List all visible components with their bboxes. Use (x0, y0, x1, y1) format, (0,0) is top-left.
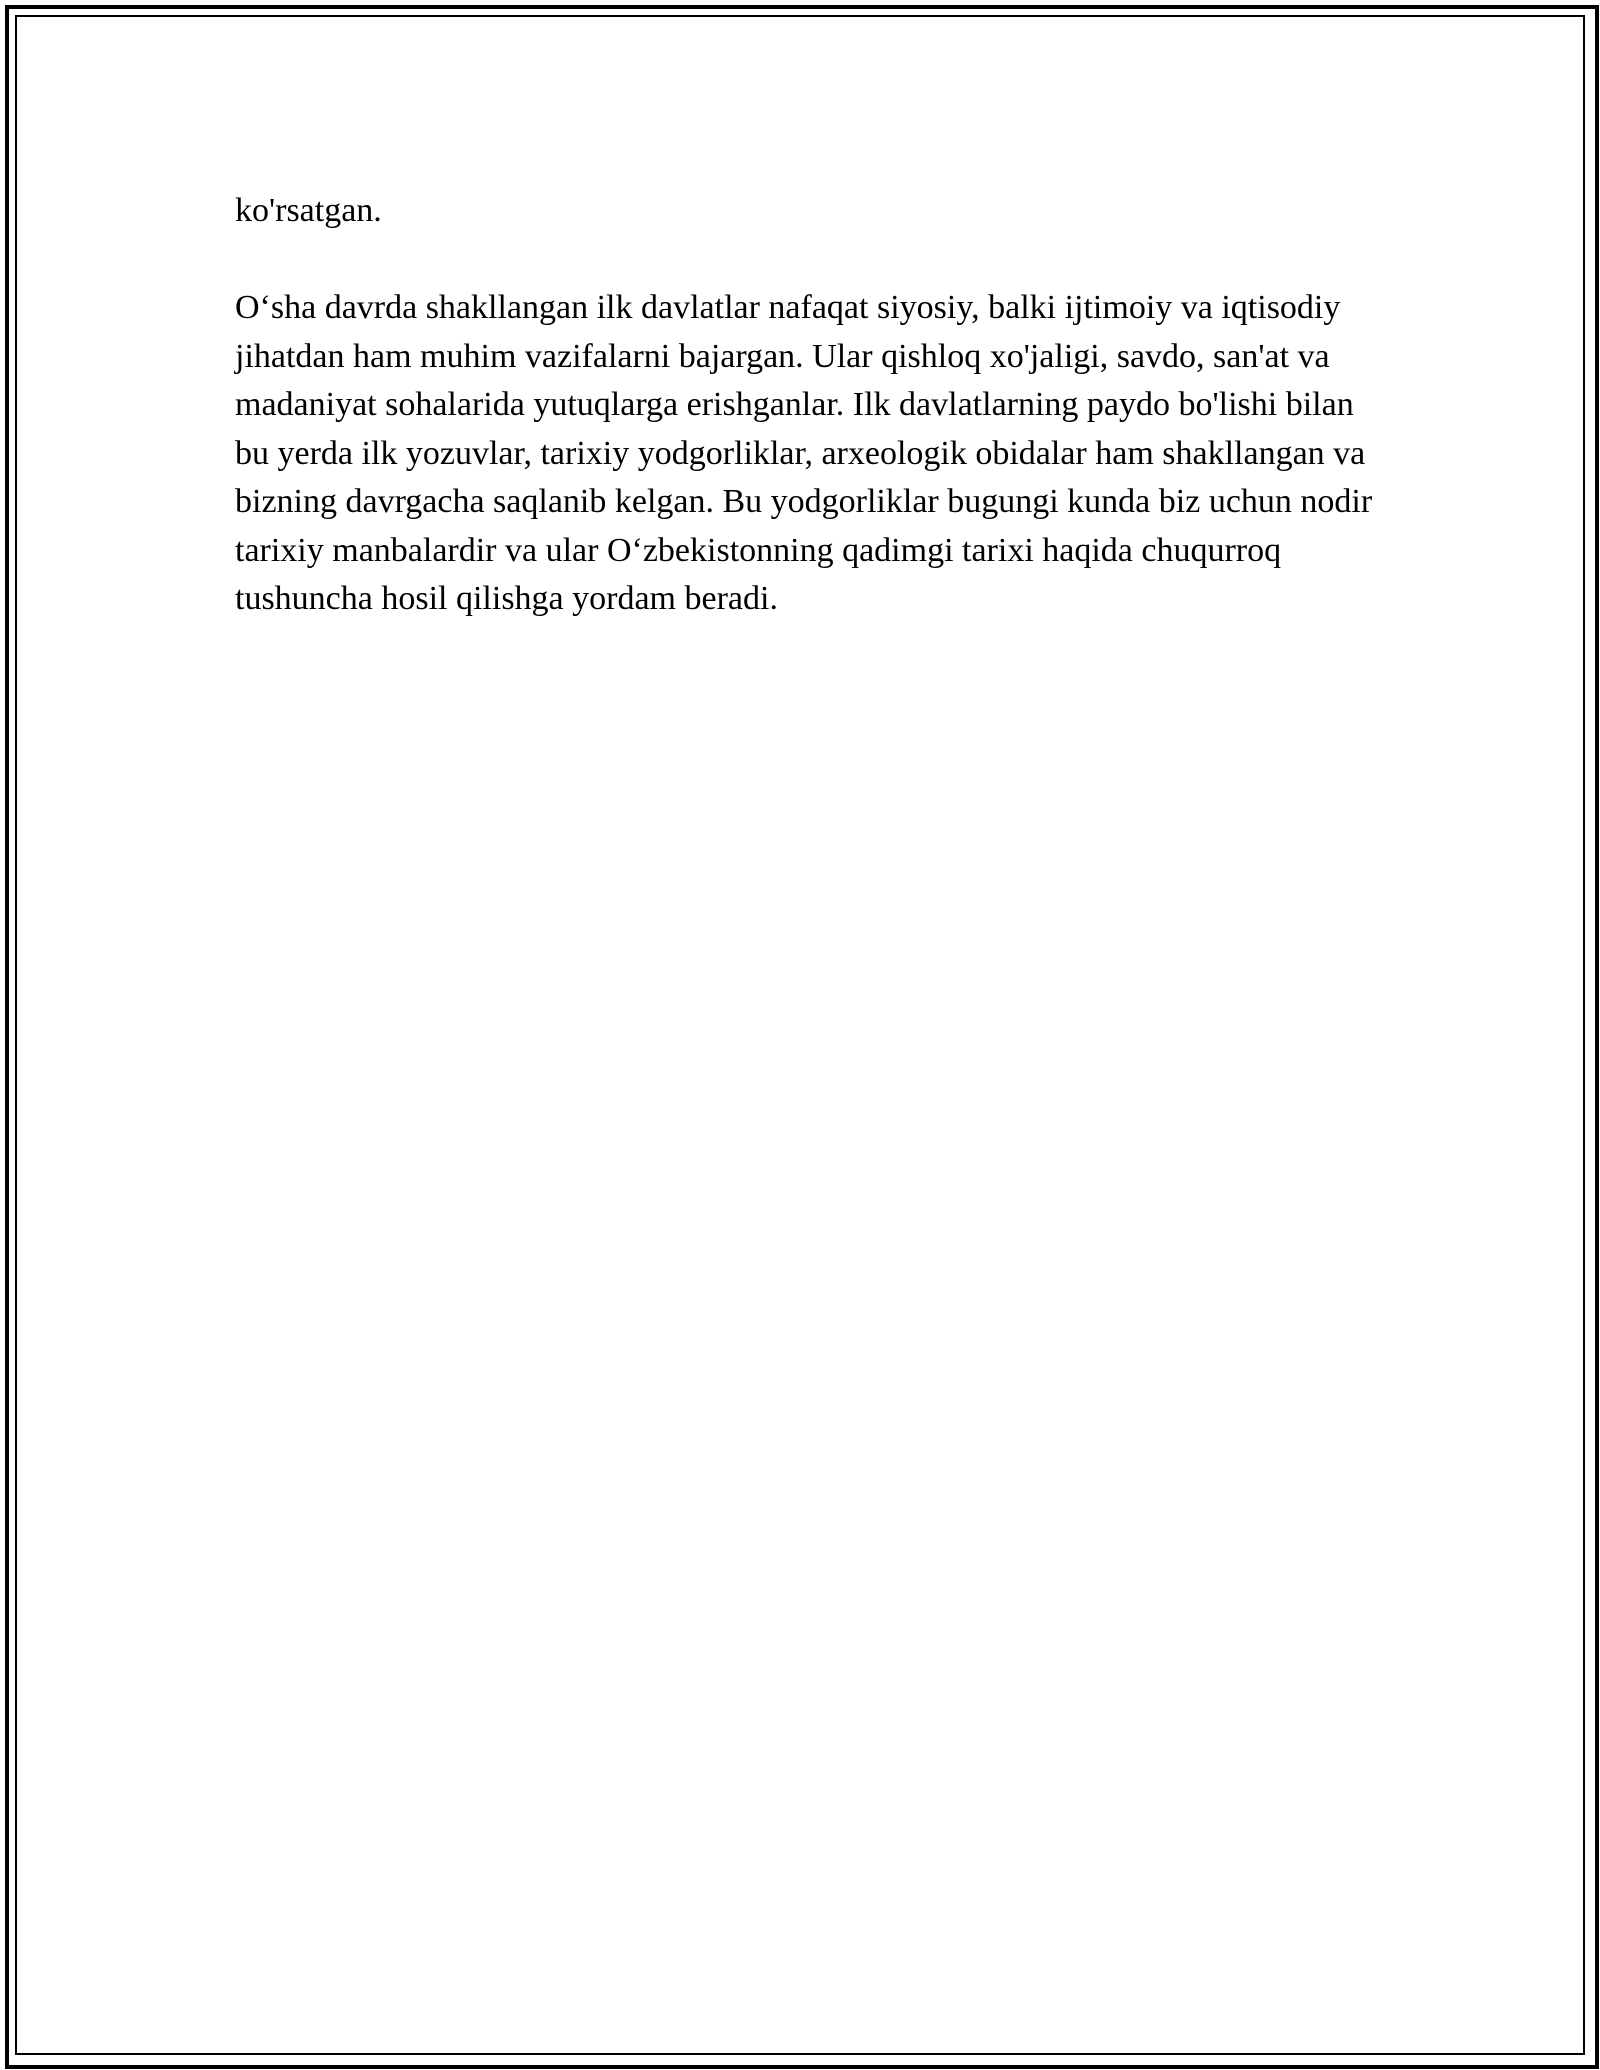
paragraph-spacer (235, 236, 1395, 285)
document-body (235, 187, 1395, 624)
paragraph-main: O‘sha davrda shakllangan ilk davlatlar nafaqat siyosiy, balki ijtimoiy va iqtisodiy jihatdan ham muhim vazifalarni bajargan. Ular qishloq xo'jaligi, savdo, san'at va madaniyat sohalarida yutuqlarga erishganlar. Ilk davlatlarning paydo bo'lishi bilan bu yerda ilk yozuvlar, tarixiy yodgorliklar, arxeologik obidalar ham shakllangan va bizning davrgacha saqlanib kelgan. Bu yodgorliklar bugungi kunda biz uchun nodir tarixiy manbalardir va ular O‘zbekistonning qadimgi tarixi haqida chuqurroq tushuncha hosil qilishga yordam beradi. (235, 289, 1373, 617)
paragraph-continuation: ko'rsatgan. (235, 192, 382, 229)
